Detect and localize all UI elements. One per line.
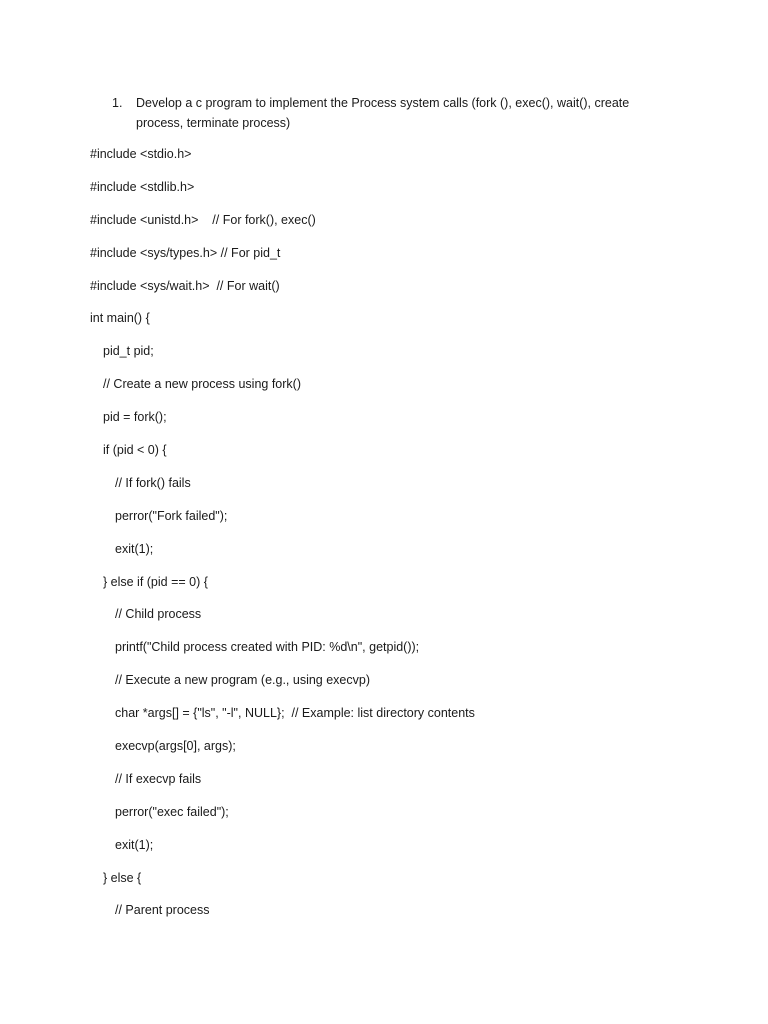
- code-line: #include <unistd.h> // For fork(), exec(): [90, 212, 316, 227]
- code-line: printf("Child process created with PID: %d\n", getpid());: [115, 640, 420, 655]
- code-line: } else {: [103, 870, 142, 885]
- code-line: // Parent process: [115, 903, 210, 918]
- code-line: // Execute a new program (e.g., using execvp): [115, 673, 370, 688]
- code-line: #include <sys/types.h> // For pid_t: [90, 245, 281, 260]
- code-line: } else if (pid == 0) {: [103, 574, 208, 589]
- list-number: 1.: [112, 96, 123, 110]
- code-line: #include <sys/wait.h> // For wait(): [90, 278, 280, 293]
- code-line: // If execvp fails: [115, 771, 202, 786]
- code-line: int main() {: [90, 311, 150, 326]
- code-line: char *args[] = {"ls", "-l", NULL}; // Example: list directory contents: [115, 706, 475, 721]
- code-line: perror("Fork failed");: [115, 508, 228, 523]
- code-block: [90, 146, 710, 935]
- code-line: perror("exec failed");: [115, 804, 229, 819]
- code-line: pid = fork();: [103, 410, 167, 425]
- code-line: // Create a new process using fork(): [103, 377, 301, 392]
- code-line: exit(1);: [115, 541, 154, 556]
- code-line: exit(1);: [115, 837, 154, 852]
- question-text: Develop a c program to implement the Process system calls (fork (), exec(), wait(), create process, terminate process): [136, 96, 630, 130]
- code-line: #include <stdio.h>: [90, 147, 192, 161]
- code-line: execvp(args[0], args);: [115, 739, 236, 754]
- code-line: pid_t pid;: [103, 344, 154, 359]
- code-line: #include <stdlib.h>: [90, 179, 195, 194]
- question-heading: [112, 93, 652, 133]
- code-line: // If fork() fails: [115, 475, 191, 490]
- code-line: // Child process: [115, 607, 202, 622]
- code-line: if (pid < 0) {: [103, 443, 167, 458]
